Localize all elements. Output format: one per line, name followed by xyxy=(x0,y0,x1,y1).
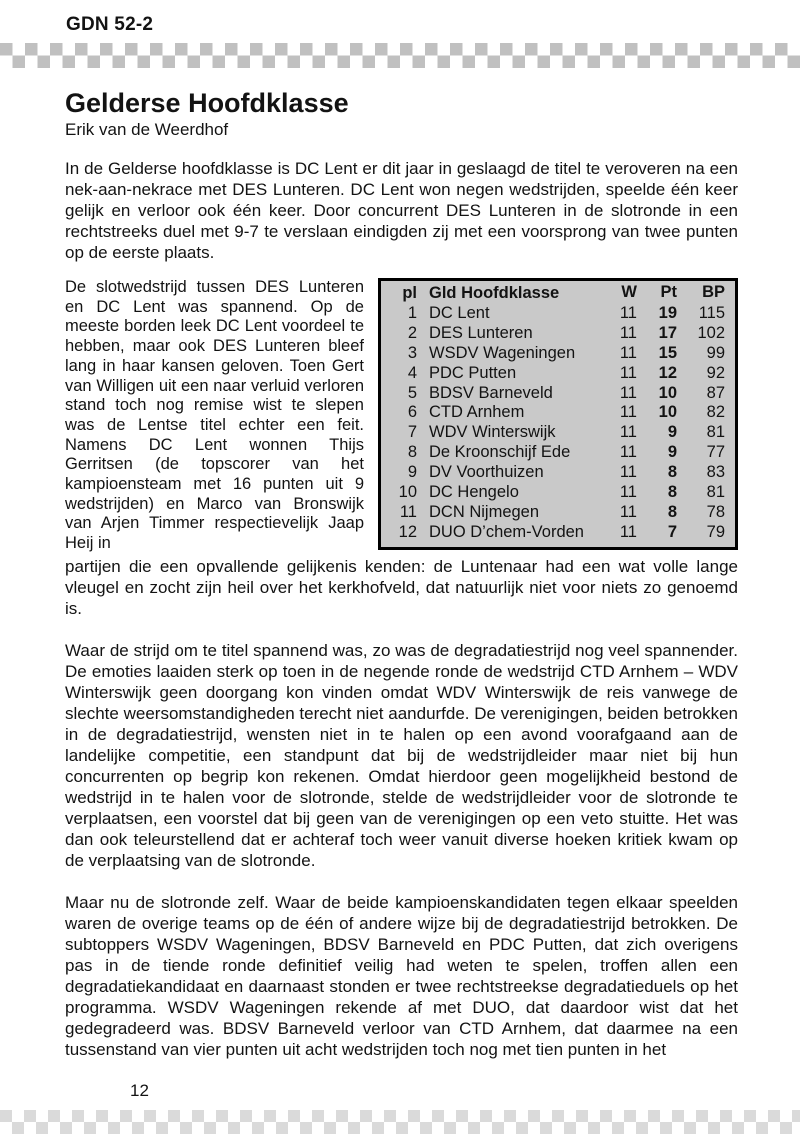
standings-table-container xyxy=(378,278,738,550)
header-pt: Pt xyxy=(660,282,677,301)
standings-table xyxy=(378,278,738,550)
table-row: 8 De Kroonschijf Ede 11 9 77 xyxy=(407,443,725,462)
header-bp: BP xyxy=(702,282,725,301)
final-round-paragraph: Maar nu de slotronde zelf. Waar de beide kampioenskandidaten tegen elkaar speelden waren de overige teams op de één of andere wijze bij de degradatiestrijd betrokken. De subtoppers WSDV Wageningen, BDSV Barneveld en PDC Putten, dat zich overigens pas in de tiende ronde definitief veilig had weten te spelen, troffen allen een degradatiekandidaat en daarnaast stonden er twee rechtstreekse degradatieduels op het programma. WSDV Wageningen rekende af met DUO, dat daardoor wist dat het gedegradeerd was. BDSV Barneveld verloor van CTD Arnhem, dat daarmee na een tussenstand van vier punten uit acht wedstrijden toch nog met tien punten in het xyxy=(65,892,738,1059)
table-row: 10 DC Hengelo 11 8 81 xyxy=(398,483,725,502)
checker-band-bottom xyxy=(0,1110,800,1134)
table-row: 1 DC Lent 11 19 115 xyxy=(407,303,725,322)
table-header-row xyxy=(380,280,737,304)
table-row: 6 CTD Arnhem 11 10 82 xyxy=(407,403,725,422)
table-row: 5 BDSV Barneveld 11 10 87 xyxy=(407,383,725,402)
page-number: 12 xyxy=(130,1081,149,1100)
two-column-section xyxy=(65,278,738,554)
column-text: De slotwedstrijd tussen DES Lunteren en DC Lent was spannend. Op de meeste borden leek DC Lent voordeel te hebben, maar ook DES Lunteren bleef lang in haar kansen geloven. Toen Gert van Willigen uit een naar verluid verloren stand toch nog remise wist te slepen was de Lentse titel echter een feit. Namens DC Lent wonnen Thijs Gerritsen (de topscorer van het kampioensteam met 16 punten uit 9 wedstrijden) en Marco van Bronswijk van Arjen Timmer respectievelijk Jaap Heij in xyxy=(65,278,364,553)
table-row: 3 WSDV Wageningen 11 15 99 xyxy=(407,343,725,362)
header-club: Gld Hoofdklasse xyxy=(429,284,560,302)
author-byline: Erik van de Weerdhof xyxy=(65,120,229,139)
checker-band-top xyxy=(0,43,800,68)
table-row: 2 DES Lunteren 11 17 102 xyxy=(407,323,725,342)
header-w: W xyxy=(621,282,637,301)
masthead-title: GDN 52-2 xyxy=(66,14,154,35)
column-continuation-paragraph: partijen die een opvallende gelijkenis kenden: de Luntenaar had een wat volle lange vleugel en zocht zijn heil over het kerkhofveld, dat natuurlijk niet voor niets zo genoemd is. xyxy=(65,556,738,618)
article-title: Gelderse Hoofdklasse xyxy=(65,88,349,118)
table-row: 9 DV Voorthuizen 11 8 83 xyxy=(407,463,725,482)
degradation-paragraph: Waar de strijd om te titel spannend was, zo was de degradatiestrijd nog veel spannender. De emoties laaiden sterk op toen in de negende ronde de wedstrijd CTD Arnhem – WDV Winterswijk geen doorgang kon vinden omdat WDV Winterswijk de reis vanwege de slechte weersomstandigheden terecht niet aandurfde. De verenigingen, beiden betrokken in de degradatiestrijd, wensten niet in te halen op een avond voorafgaand aan de landelijke competitie, een standpunt dat bij de wedstrijdleider maar niet bij hun concurrenten op begrip kon rekenen. Omdat hierdoor geen mogelijkheid bestond de wedstrijd in te halen voor de slotronde, stelde de wedstrijdleider voor de slotronde te verplaatsen, een voorstel dat bij geen van de verenigingen op een veto stuitte. Het was dan ook teleurstellend dat er achteraf toch weer vanuit diverse hoeken kritiek kwam op de verplaatsing van de slotronde. xyxy=(65,640,738,870)
table-row: 11 DCN Nijmegen 11 8 78 xyxy=(399,502,725,521)
table-row: 4 PDC Putten 11 12 92 xyxy=(407,363,725,382)
table-row: 7 WDV Winterswijk 11 9 81 xyxy=(407,423,725,442)
header-pl: pl xyxy=(402,284,417,302)
intro-paragraph: In de Gelderse hoofdklasse is DC Lent er dit jaar in geslaagd de titel te veroveren na een nek-aan-nekrace met DES Lunteren. DC Lent won negen wedstrijden, speelde één keer gelijk en verloor ook één keer. Door concurrent DES Lunteren in de slotronde in een rechtstreeks duel met 9-7 te verslaan eindigden zij met een voorsprong van twee punten op de eerste plaats. xyxy=(65,159,738,262)
table-row: 12 DUO D’chem-Vorden 11 7 79 xyxy=(398,522,725,541)
article xyxy=(65,88,738,1075)
